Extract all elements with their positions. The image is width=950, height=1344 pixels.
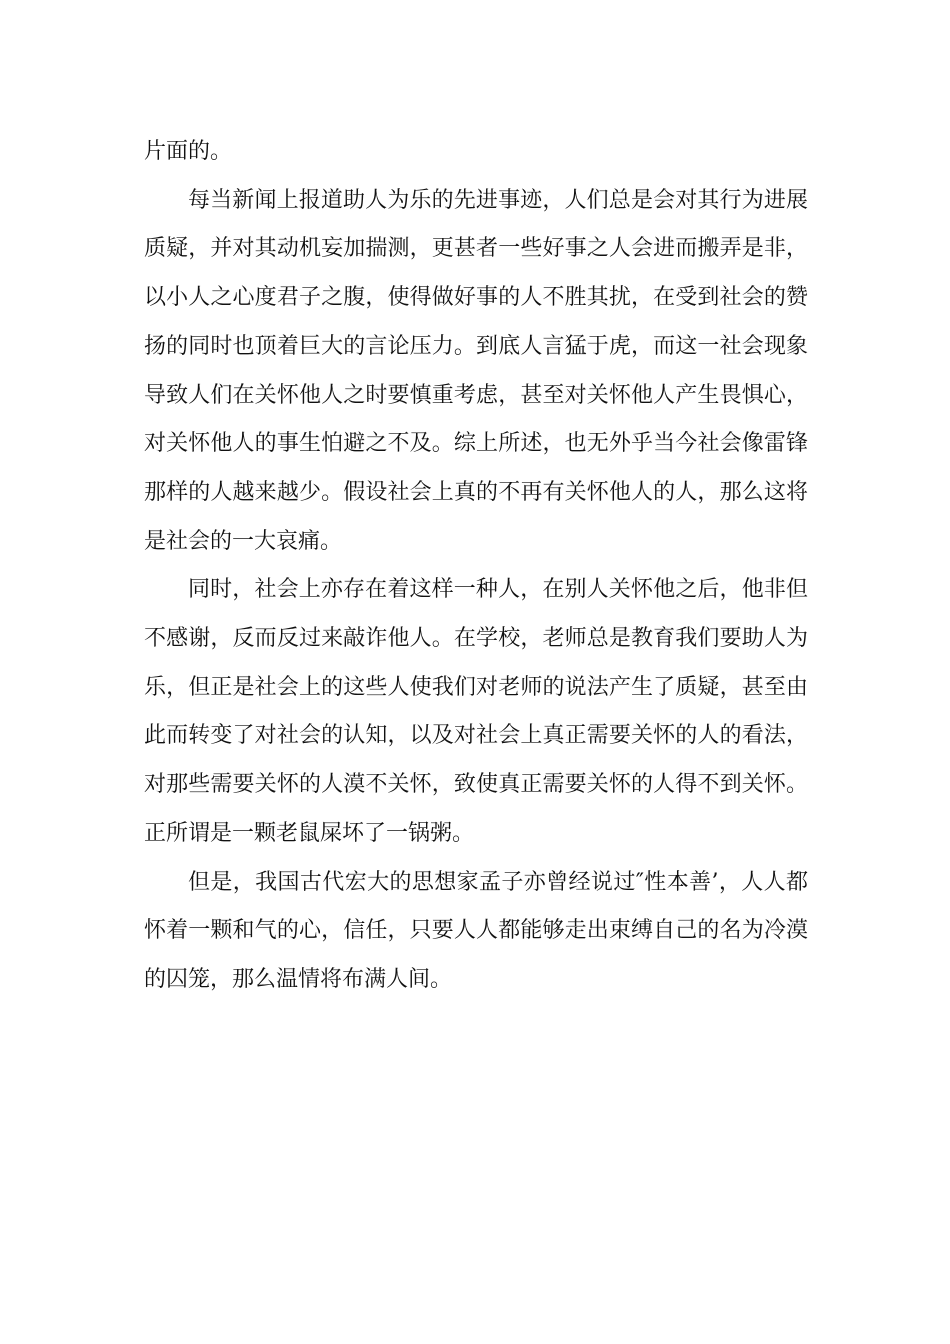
paragraph-extortion: 同时，社会上亦存在着这样一种人，在别人关怀他之后，他非但不感谢，反而反过来敲诈他人。在学校，老师总是教育我们要助人为乐，但正是社会上的这些人使我们对老师的说法产生了质疑，甚至由此而转变了对社会的认知，以及对社会上真正需要关怀的人的看法，对那些需要关怀的人漠不关怀，致使真正需要关怀的人得不到关怀。正所谓是一颗老鼠屎坏了一锅粥。 (144, 577, 808, 846)
paragraph-news-reports: 每当新闻上报道助人为乐的先进事迹，人们总是会对其行为进展质疑，并对其动机妄加揣测，更甚者一些好事之人会进而搬弄是非，以小人之心度君子之腹，使得做好事的人不胜其扰，在受到社会的赞扬的同时也顶着巨大的言论压力。到底人言猛于虎，而这一社会现象导致人们在关怀他人之时要慎重考虑，甚至对关怀他人产生畏惧心，对关怀他人的事生怕避之不及。综上所述，也无外乎当今社会像雷锋那样的人越来越少。假设社会上真的不再有关怀他人的人，那么这将是社会的一大哀痛。 (144, 187, 808, 554)
document-body (144, 128, 808, 1005)
paragraph-continuation: 片面的。 (144, 139, 233, 164)
paragraph-mencius: 但是，我国古代宏大的思想家孟子亦曾经说过″性本善’，人人都怀着一颗和气的心，信任，只要人人都能够走出束缚自己的名为冷漠的囚笼，那么温情将布满人间。 (144, 869, 808, 992)
